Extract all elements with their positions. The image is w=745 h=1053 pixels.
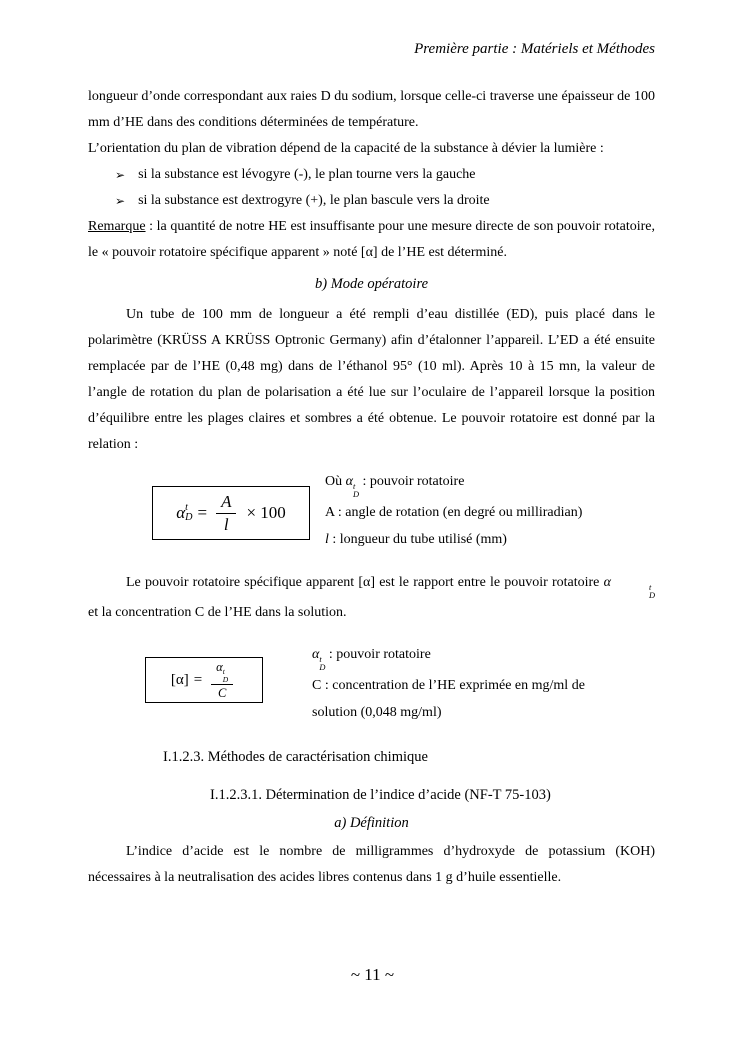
alpha-bracketed: [α] bbox=[170, 671, 189, 688]
alpha-symbol: α bbox=[176, 503, 186, 522]
alpha-sup-sub: t D bbox=[352, 481, 360, 499]
equals-sign: = bbox=[197, 503, 208, 522]
legend-line-longueur: l : longueur du tube utilisé (mm) bbox=[325, 531, 507, 547]
formula2-legend bbox=[312, 641, 630, 726]
arrowhead-bullet-icon: ➢ bbox=[115, 168, 126, 182]
bullet-text: si la substance est lévogyre (-), le plan tourne vers la gauche bbox=[138, 167, 476, 182]
paragraph-indice-acide: L’indice d’acide est le nombre de milligrammes d’hydroxyde de potassium (KOH) nécessaires à la neutralisation des acides libres contenus dans 1 g d’huile essentielle. bbox=[88, 844, 655, 885]
equals-sign: = bbox=[193, 671, 203, 688]
alpha-symbol: α bbox=[312, 647, 320, 662]
page-number: ~ 11 ~ bbox=[350, 965, 395, 984]
heading-methodes-chimique: I.1.2.3. Méthodes de caractérisation chimique bbox=[163, 749, 428, 765]
alpha-symbol: α bbox=[345, 474, 353, 489]
legend-line-concentration: C : concentration de l’HE exprimée en mg/ml de solution (0,048 mg/ml) bbox=[312, 677, 585, 720]
legend-line-pouvoir-rotatoire: α t D : pouvoir rotatoire bbox=[312, 647, 431, 672]
heading-indice-acide: I.1.2.3.1. Détermination de l’indice d’acide (NF-T 75-103) bbox=[210, 787, 551, 803]
fraction-alpha-over-C: α t D C bbox=[211, 660, 233, 700]
alpha-sup-sub: t D bbox=[319, 654, 326, 672]
formula-box-pouvoir-rotatoire bbox=[152, 486, 310, 540]
fraction-A-over-l: $\frac{A}{l}$ bbox=[216, 492, 236, 534]
remarque-text: : la quantité de notre HE est insuffisante pour une mesure directe de son pouvoir rotatoire, le « pouvoir rotatoire spécifique apparent » noté [α] de l’HE est déterminé. bbox=[88, 219, 655, 260]
legend-line-angle: A : angle de rotation (en degré ou milliradian) bbox=[325, 504, 583, 520]
times-100: × 100 bbox=[246, 503, 286, 522]
bullet-item-levogyre bbox=[115, 162, 655, 188]
alpha-symbol: α bbox=[603, 575, 611, 590]
bullet-item-dextrogyre bbox=[115, 188, 655, 214]
bullet-list bbox=[115, 162, 655, 214]
heading-mode-operatoire: b) Mode opératoire bbox=[314, 276, 429, 292]
paragraph-pouvoir-specifique: Le pouvoir rotatoire spécifique apparent [α] est le rapport entre le pouvoir rotatoire α t D et la concentration C de l’HE dans la solution. bbox=[88, 575, 655, 620]
paragraph-mode-operatoire: Un tube de 100 mm de longueur a été rempli d’eau distillée (ED), puis placé dans le polarimètre (KRÜSS A KRÜSS Optronic Germany) afin d’étalonner l’appareil. L’ED a été ensuite remplacée par de l’HE (0,48 mg) dans de l’éthanol 95° (10 ml). Après 10 à 15 mn, la valeur de l’angle de rotation du plan de polarisation a été lue sur l’oculaire de l’appareil lorsque la position d’équilibre entre les plages claires et sombres a été obtenue. Le pouvoir rotatoire est donné par la relation : bbox=[88, 307, 655, 452]
formula-box-alpha-specifique bbox=[145, 657, 263, 703]
alpha-sup-sub: t D bbox=[648, 582, 655, 600]
paragraph-orientation: L’orientation du plan de vibration dépend de la capacité de la substance à dévier la lumière : bbox=[88, 141, 604, 156]
formula1-legend bbox=[325, 468, 660, 553]
alpha-symbol: α bbox=[216, 660, 223, 674]
running-header: Première partie : Matériels et Méthodes bbox=[414, 41, 655, 57]
alpha-sup-sub: t D bbox=[222, 667, 229, 684]
paragraph-remarque bbox=[88, 214, 655, 266]
bullet-text: si la substance est dextrogyre (+), le plan bascule vers la droite bbox=[138, 193, 490, 208]
legend-line-pouvoir-rotatoire: Où α t D : pouvoir rotatoire bbox=[325, 474, 465, 499]
remarque-label: Remarque bbox=[88, 219, 146, 234]
paragraph-sodium-raies: longueur d’onde correspondant aux raies D du sodium, lorsque celle-ci traverse une épaisseur de 100 mm d’HE dans des conditions déterminées de température. bbox=[88, 89, 655, 130]
alpha-sup-sub: t D bbox=[185, 502, 193, 523]
arrowhead-bullet-icon: ➢ bbox=[115, 194, 126, 208]
heading-definition: a) Définition bbox=[334, 815, 409, 831]
